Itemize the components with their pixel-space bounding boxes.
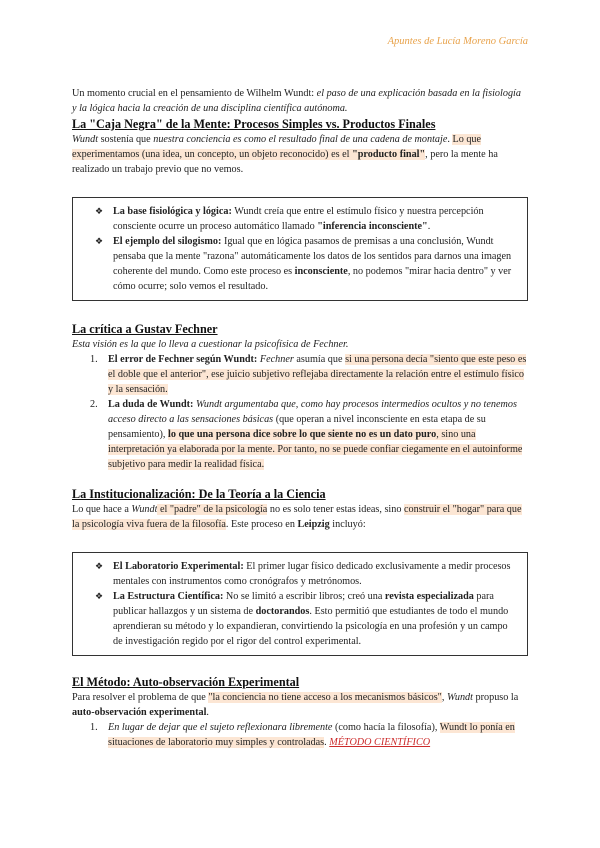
numbered-item <box>72 720 528 750</box>
text-run-italic: nuestra conciencia es como el resultado final de una cadena de montaje <box>153 134 448 145</box>
bold-run: "inferencia inconsciente" <box>317 221 428 232</box>
text-run: asumía que <box>293 354 346 365</box>
numbered-item <box>72 352 528 397</box>
highlight-bold-run: "producto final" <box>352 149 426 160</box>
text-run-italic: Wundt <box>446 692 473 703</box>
item-title: El error de Fechner según Wundt: <box>108 354 258 365</box>
bold-run: revista especializada <box>384 591 474 602</box>
text-run: , no podemos "mirar hacia dentro" y ver cómo ocurre; solo vemos el resultado. <box>113 266 512 292</box>
numbered-item <box>72 397 528 472</box>
bold-run: inconsciente <box>294 266 348 277</box>
section-title-metodo: El Método: Auto-observación Experimental <box>72 675 300 689</box>
text-run: . <box>447 134 453 145</box>
list-number: 1. <box>90 354 98 365</box>
bullet-item <box>95 589 517 649</box>
document-content <box>72 86 528 750</box>
list-number: 2. <box>90 399 98 410</box>
text-run: Para resolver el problema de que <box>72 692 209 703</box>
text-run: Wundt creía que entre el estímulo físico y nuestra percepción consciente ocurre un proceso automático llamado <box>113 206 484 232</box>
highlight-bold-run: lo que una persona dice sobre lo que siente no es un dato puro <box>167 429 437 440</box>
bullet-title: El ejemplo del silogismo: <box>113 236 222 247</box>
item-title: La duda de Wundt: <box>108 399 194 410</box>
text-run: propuso la <box>472 692 519 703</box>
text-run: (que operan a nivel inconsciente en esta etapa de su pensamiento), <box>108 414 486 440</box>
bullet-item <box>95 559 517 589</box>
text-run-italic: Fechner <box>257 354 294 365</box>
caja-negra-paragraph <box>72 132 528 177</box>
highlight-run: "la conciencia no tiene acceso a los mecanismos básicos" <box>208 692 442 703</box>
highlight-run: construir el "hogar" para que la psicología viva fuera de la filosofía <box>72 504 522 530</box>
diamond-bullet-icon: ❖ <box>95 561 104 571</box>
text-run: . <box>206 707 209 718</box>
bullet-title: La base fisiológica y lógica: <box>113 206 232 217</box>
text-run: no es solo tener estas ideas, sino <box>267 504 404 515</box>
metodo-paragraph <box>72 690 528 720</box>
bold-run: doctorandos <box>255 606 310 617</box>
bold-run: auto-observación experimental <box>72 707 207 718</box>
header-author: Apuntes de Lucía Moreno García <box>387 36 528 47</box>
intro-text: Un momento crucial en el pensamiento de Wilhelm Wundt: <box>72 88 317 99</box>
text-run: . Este proceso en <box>225 519 298 530</box>
text-run: sostenía que <box>98 134 154 145</box>
text-run: (como hacía la filosofía), <box>332 722 440 733</box>
text-run-italic: Wundt argumentaba que, como hay procesos intermedios ocultos y no tenemos acceso directo a las sensaciones básicas <box>108 399 517 425</box>
bullet-title: La Estructura Científica: <box>113 591 224 602</box>
callout-box-leipzig <box>72 552 528 656</box>
text-run: . <box>324 737 330 748</box>
text-run: , pero la mente ha realizado un trabajo previo que no vemos. <box>72 149 498 175</box>
intro-paragraph <box>72 86 528 116</box>
list-number: 1. <box>90 722 98 733</box>
text-run: Igual que en lógica pasamos de premisas a una conclusión, Wundt pensaba que la mente "razona" automáticamente los datos de los sentidos para darnos una imagen coherente del mundo. Como este proceso es <box>113 236 512 277</box>
name-wundt: Wundt <box>72 134 99 145</box>
text-run: , <box>441 692 447 703</box>
bullet-title: El Laboratorio Experimental: <box>113 561 244 572</box>
text-run: . Esto permitió que estudiantes de todo el mundo aprendieran su método y lo expandieran, convirtiendo la psicología en una profesión y un campo de investigación regido por el rigor del control experimental. <box>113 606 509 647</box>
diamond-bullet-icon: ❖ <box>95 591 104 601</box>
bullet-item <box>95 204 517 234</box>
text-run: El primer lugar físico dedicado exclusivamente a medir procesos mentales con instrumentos como cronógrafos y metrónomos. <box>113 561 511 587</box>
text-run: Lo que hace a <box>72 504 132 515</box>
section-title-caja-negra: La "Caja Negra" de la Mente: Procesos Simples vs. Productos Finales <box>72 117 436 131</box>
intro-italic-text: el paso de una explicación basada en la fisiología y la lógica hacia la creación de una disciplina científica autónoma. <box>72 88 521 114</box>
bold-run: Leipzig <box>297 519 330 530</box>
text-run: No se limitó a escribir libros; creó una <box>223 591 385 602</box>
highlight-run: si una persona decía "siento que este peso es el doble que el anterior", ese juicio subjetivo reflejaba directamente la relación entre el estímulo físico y la sensación. <box>108 354 527 395</box>
section-title-institucionalizacion: La Institucionalización: De la Teoría a la Ciencia <box>72 487 326 501</box>
text-run-italic: En lugar de dejar que el sujeto reflexionara libremente <box>108 722 333 733</box>
institucionalizacion-paragraph <box>72 502 528 532</box>
section-title-fechner: La crítica a Gustav Fechner <box>72 322 218 336</box>
bullet-item <box>95 234 517 294</box>
highlight-run: , sino una interpretación ya elaborada por la mente. Por tanto, no se puede confiar ciegamente en el autoinforme subjetivo para medir la realidad física. <box>108 429 523 470</box>
text-run-italic: Wundt <box>131 504 158 515</box>
callout-box-inferencia <box>72 197 528 301</box>
diamond-bullet-icon: ❖ <box>95 206 104 216</box>
highlight-run: Wundt lo ponía en situaciones de laboratorio muy simples y controladas <box>108 722 515 748</box>
fechner-subtitle: Esta visión es la que lo lleva a cuestionar la psicofísica de Fechner. <box>72 339 349 350</box>
text-run: para publicar hallazgos y un sistema de <box>113 591 494 617</box>
highlight-run: Lo que experimentamos (una idea, un concepto, un objeto reconocido) es el <box>72 134 482 160</box>
text-run: . <box>427 221 431 232</box>
metodo-cientifico-label: MÉTODO CIENTÍFICO <box>329 737 431 748</box>
diamond-bullet-icon: ❖ <box>95 236 104 246</box>
highlight-run: el "padre" de la psicología <box>157 504 268 515</box>
text-run: incluyó: <box>329 519 366 530</box>
